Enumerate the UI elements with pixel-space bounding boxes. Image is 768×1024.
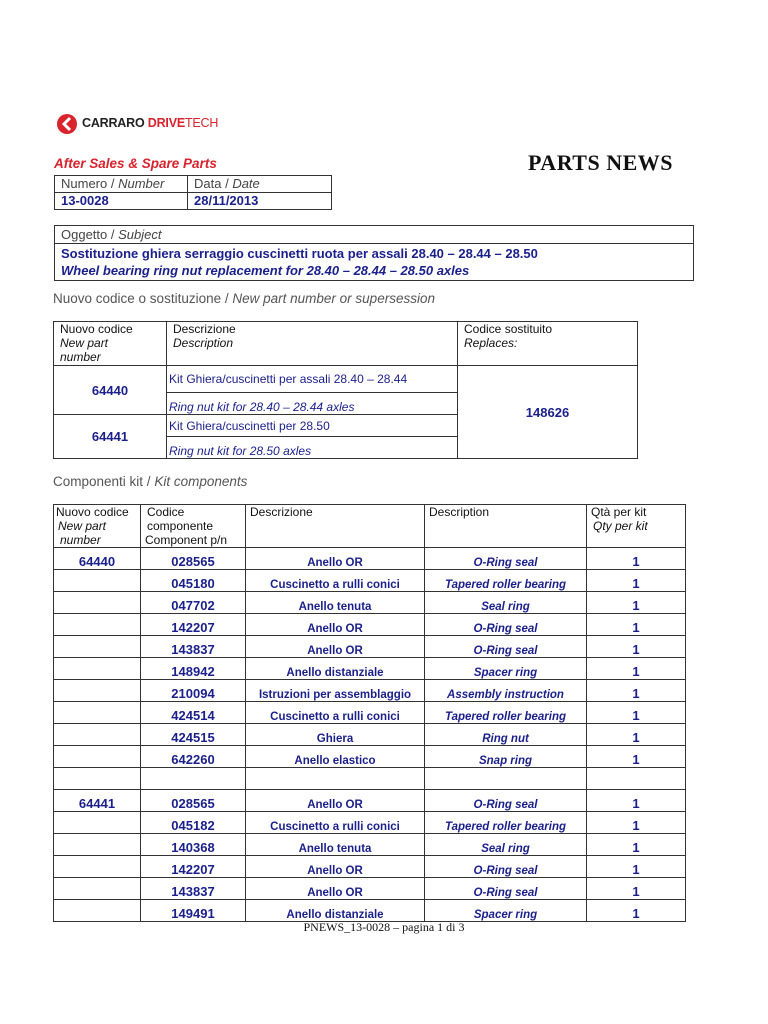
header-replaces: Codice sostituito Replaces: (458, 322, 638, 366)
kit-code-cell (54, 570, 141, 592)
qty-cell: 1 (587, 724, 686, 746)
document-title: PARTS NEWS (528, 150, 674, 175)
table-row (54, 636, 686, 658)
description-en-cell: Tapered roller bearing (425, 812, 587, 834)
table-row (54, 790, 686, 812)
table-row (54, 768, 686, 790)
qty-cell: 1 (587, 900, 686, 922)
carraro-logo-icon (56, 113, 78, 135)
description-en-cell: Spacer ring (425, 900, 587, 922)
component-code-cell: 047702 (141, 592, 246, 614)
qty-cell: 1 (587, 856, 686, 878)
qty-cell (587, 768, 686, 790)
kit-code-cell (54, 592, 141, 614)
qty-cell: 1 (587, 548, 686, 570)
description-en-cell: O-Ring seal (425, 614, 587, 636)
description-it-cell: Anello distanziale (246, 658, 425, 680)
header-description: Descrizione Description (167, 322, 458, 366)
table-row (54, 812, 686, 834)
description-it-cell: Anello OR (246, 548, 425, 570)
table-row (54, 614, 686, 636)
table-row (54, 834, 686, 856)
description-it-cell: Cuscinetto a rulli conici (246, 812, 425, 834)
qty-cell: 1 (587, 746, 686, 768)
qty-cell: 1 (587, 834, 686, 856)
table-row (54, 724, 686, 746)
description-en-cell: Seal ring (425, 592, 587, 614)
company-logo (56, 113, 236, 135)
component-code-cell: 045182 (141, 812, 246, 834)
qty-cell: 1 (587, 680, 686, 702)
subject-table (54, 225, 694, 281)
section-new-part-heading: Nuovo codice o sostituzione / New part number or supersession (53, 291, 435, 306)
subject-text-it: Sostituzione ghiera serraggio cuscinetti ruota per assali 28.40 – 28.44 – 28.50 (61, 246, 538, 261)
description-it-cell: Anello tenuta (246, 592, 425, 614)
number-label: Numero / Number (55, 176, 188, 193)
new-part-table (53, 321, 638, 459)
kit-code-cell (54, 724, 141, 746)
description-it-cell: Anello OR (246, 636, 425, 658)
subject-text (55, 244, 694, 281)
component-code-cell: 642260 (141, 746, 246, 768)
document-date: 28/11/2013 (188, 193, 332, 210)
kit-code-cell (54, 702, 141, 724)
document-info-table (54, 175, 332, 210)
table-row (54, 570, 686, 592)
kit-code-cell (54, 636, 141, 658)
header-description: Description (425, 505, 587, 548)
table-row (54, 592, 686, 614)
description-it-cell: Anello OR (246, 856, 425, 878)
component-code-cell: 142207 (141, 614, 246, 636)
kit-code-cell: 64440 (54, 548, 141, 570)
description-it-cell: Istruzioni per assemblaggio (246, 680, 425, 702)
description-it-cell: Cuscinetto a rulli conici (246, 702, 425, 724)
kit-code-cell (54, 834, 141, 856)
kit-code-cell (54, 614, 141, 636)
qty-cell: 1 (587, 702, 686, 724)
description-en-cell: Ring nut (425, 724, 587, 746)
new-code-cell: 64441 (54, 415, 167, 459)
qty-cell: 1 (587, 636, 686, 658)
desc-en-cell: Ring nut kit for 28.40 – 28.44 axles (167, 393, 458, 415)
date-label: Data / Date (188, 176, 332, 193)
header-component: Codice componente Component p/n (141, 505, 246, 548)
after-sales-label: After Sales & Spare Parts (54, 156, 217, 171)
component-code-cell (141, 768, 246, 790)
desc-en-cell: Ring nut kit for 28.50 axles (167, 437, 458, 459)
subject-text-en: Wheel bearing ring nut replacement for 28.40 – 28.44 – 28.50 axles (61, 263, 470, 278)
description-it-cell: Anello OR (246, 878, 425, 900)
description-en-cell: Snap ring (425, 746, 587, 768)
header-qty: Qtà per kit Qty per kit (587, 505, 686, 548)
table-row (54, 746, 686, 768)
component-code-cell: 143837 (141, 878, 246, 900)
desc-it-cell: Kit Ghiera/cuscinetti per 28.50 (167, 415, 458, 437)
kit-code-cell (54, 746, 141, 768)
header-kit-code: Nuovo codice New part number (54, 505, 141, 548)
component-code-cell: 424514 (141, 702, 246, 724)
component-code-cell: 148942 (141, 658, 246, 680)
component-code-cell: 045180 (141, 570, 246, 592)
qty-cell: 1 (587, 658, 686, 680)
component-code-cell: 028565 (141, 790, 246, 812)
new-code-cell: 64440 (54, 366, 167, 415)
table-row (54, 680, 686, 702)
component-code-cell: 210094 (141, 680, 246, 702)
kit-code-cell (54, 900, 141, 922)
kit-code-cell (54, 812, 141, 834)
table-row (54, 878, 686, 900)
qty-cell: 1 (587, 790, 686, 812)
table-row (54, 900, 686, 922)
table-row (54, 702, 686, 724)
component-code-cell: 142207 (141, 856, 246, 878)
logo-text: CARRARO DRIVETECH (82, 116, 219, 130)
component-code-cell: 140368 (141, 834, 246, 856)
description-it-cell: Anello tenuta (246, 834, 425, 856)
kit-components-table (53, 504, 686, 922)
component-code-cell: 424515 (141, 724, 246, 746)
description-en-cell: Spacer ring (425, 658, 587, 680)
subject-label: Oggetto / Subject (55, 226, 694, 244)
description-en-cell: O-Ring seal (425, 878, 587, 900)
kit-code-cell (54, 856, 141, 878)
component-code-cell: 149491 (141, 900, 246, 922)
description-en-cell: O-Ring seal (425, 548, 587, 570)
description-it-cell: Anello elastico (246, 746, 425, 768)
replaces-cell: 148626 (458, 366, 638, 459)
table-row (54, 548, 686, 570)
description-en-cell: O-Ring seal (425, 856, 587, 878)
component-code-cell: 143837 (141, 636, 246, 658)
header-descrizione: Descrizione (246, 505, 425, 548)
qty-cell: 1 (587, 878, 686, 900)
kit-code-cell: 64441 (54, 790, 141, 812)
section-kit-heading: Componenti kit / Kit components (53, 474, 248, 489)
kit-code-cell (54, 878, 141, 900)
description-it-cell: Cuscinetto a rulli conici (246, 570, 425, 592)
header-new-code: Nuovo codice New part number (54, 322, 167, 366)
description-en-cell: Tapered roller bearing (425, 702, 587, 724)
description-en-cell: Tapered roller bearing (425, 570, 587, 592)
document-number: 13-0028 (55, 193, 188, 210)
kit-code-cell (54, 680, 141, 702)
qty-cell: 1 (587, 570, 686, 592)
table-row (54, 658, 686, 680)
component-code-cell: 028565 (141, 548, 246, 570)
description-it-cell: Anello OR (246, 790, 425, 812)
description-en-cell: Assembly instruction (425, 680, 587, 702)
page-footer: PNEWS_13-0028 – pagina 1 di 3 (303, 920, 465, 934)
kit-code-cell (54, 768, 141, 790)
qty-cell: 1 (587, 614, 686, 636)
description-it-cell: Anello distanziale (246, 900, 425, 922)
kit-code-cell (54, 658, 141, 680)
description-en-cell: O-Ring seal (425, 790, 587, 812)
description-en-cell (425, 768, 587, 790)
qty-cell: 1 (587, 592, 686, 614)
description-en-cell: O-Ring seal (425, 636, 587, 658)
desc-it-cell: Kit Ghiera/cuscinetti per assali 28.40 – 28.44 (167, 366, 458, 393)
description-it-cell: Ghiera (246, 724, 425, 746)
description-en-cell: Seal ring (425, 834, 587, 856)
kit-table-body (54, 548, 686, 922)
qty-cell: 1 (587, 812, 686, 834)
description-it-cell (246, 768, 425, 790)
table-row (54, 856, 686, 878)
description-it-cell: Anello OR (246, 614, 425, 636)
